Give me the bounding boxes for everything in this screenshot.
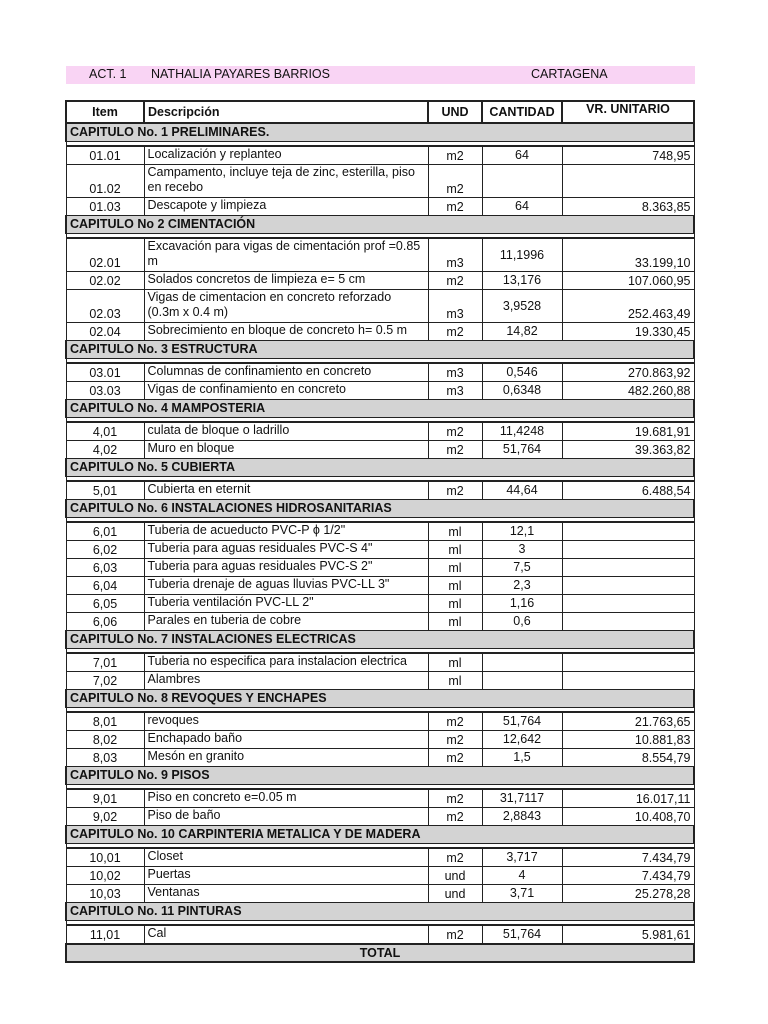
- unit-cell: ml: [428, 559, 482, 577]
- description-cell: Closet: [144, 848, 428, 867]
- description-cell: Sobrecimiento en bloque de concreto h= 0.5 m: [144, 323, 428, 341]
- unit-cell: m2: [428, 925, 482, 944]
- quantity-cell: 12,642: [482, 731, 562, 749]
- unit-price-cell: [562, 672, 694, 690]
- chapter-row: [66, 767, 694, 785]
- description-cell: Ventanas: [144, 885, 428, 903]
- description-cell: Columnas de confinamiento en concreto: [144, 363, 428, 382]
- table-row: [66, 541, 694, 559]
- description-cell: Mesón en granito: [144, 749, 428, 767]
- chapter-title: CAPITULO No 2 CIMENTACIÓN: [66, 216, 694, 234]
- table-row: [66, 441, 694, 459]
- student-name: NATHALIA PAYARES BARRIOS: [151, 67, 330, 81]
- unit-price-cell: 8.363,85: [562, 198, 694, 216]
- quantity-cell: 31,7117: [482, 789, 562, 808]
- unit-price-cell: 16.017,11: [562, 789, 694, 808]
- chapter-row: [66, 690, 694, 708]
- item-cell: 01.02: [66, 165, 144, 198]
- chapter-title: CAPITULO No. 10 CARPINTERIA METALICA Y DE MADERA: [66, 826, 694, 844]
- description-cell: Solados concretos de limpieza e= 5 cm: [144, 272, 428, 290]
- unit-cell: m3: [428, 290, 482, 323]
- unit-price-cell: 7.434,79: [562, 848, 694, 867]
- description-cell: Parales en tuberia de cobre: [144, 613, 428, 631]
- chapter-row: [66, 216, 694, 234]
- chapter-row: [66, 826, 694, 844]
- unit-price-cell: [562, 522, 694, 541]
- col-header-item: Item: [66, 101, 144, 123]
- quantity-cell: 3,71: [482, 885, 562, 903]
- item-cell: 01.01: [66, 146, 144, 165]
- chapter-title: CAPITULO No. 3 ESTRUCTURA: [66, 341, 694, 359]
- unit-price-cell: 7.434,79: [562, 867, 694, 885]
- unit-price-cell: 33.199,10: [562, 238, 694, 272]
- unit-price-cell: 19.681,91: [562, 422, 694, 441]
- unit-price-cell: 25.278,28: [562, 885, 694, 903]
- col-header-vr-unitario: VR. UNITARIO: [562, 101, 694, 123]
- item-cell: 4,01: [66, 422, 144, 441]
- chapter-title: CAPITULO No. 1 PRELIMINARES.: [66, 123, 694, 142]
- table-row: [66, 749, 694, 767]
- quantity-cell: [482, 653, 562, 672]
- table-row: [66, 789, 694, 808]
- table-row: [66, 146, 694, 165]
- table-row: [66, 238, 694, 272]
- chapter-title: CAPITULO No. 5 CUBIERTA: [66, 459, 694, 477]
- activity-label: ACT. 1: [89, 67, 127, 81]
- description-cell: Tuberia para aguas residuales PVC-S 2": [144, 559, 428, 577]
- table-row: [66, 672, 694, 690]
- description-cell: Enchapado baño: [144, 731, 428, 749]
- quantity-cell: 64: [482, 146, 562, 165]
- table-row: [66, 323, 694, 341]
- item-cell: 10,02: [66, 867, 144, 885]
- unit-cell: ml: [428, 577, 482, 595]
- unit-price-cell: 19.330,45: [562, 323, 694, 341]
- description-cell: Alambres: [144, 672, 428, 690]
- unit-price-cell: 8.554,79: [562, 749, 694, 767]
- unit-cell: m3: [428, 238, 482, 272]
- unit-cell: m2: [428, 146, 482, 165]
- table-row: [66, 272, 694, 290]
- quantity-cell: 51,764: [482, 441, 562, 459]
- table-row: [66, 198, 694, 216]
- item-cell: 6,06: [66, 613, 144, 631]
- item-cell: 01.03: [66, 198, 144, 216]
- unit-price-cell: [562, 653, 694, 672]
- unit-cell: m2: [428, 712, 482, 731]
- table-row: [66, 867, 694, 885]
- chapter-title: CAPITULO No. 11 PINTURAS: [66, 903, 694, 921]
- city-label: CARTAGENA: [531, 67, 608, 81]
- quantity-cell: 3,717: [482, 848, 562, 867]
- table-row: [66, 290, 694, 323]
- total-row: [66, 944, 694, 962]
- unit-price-cell: 39.363,82: [562, 441, 694, 459]
- chapter-title: CAPITULO No. 7 INSTALACIONES ELECTRICAS: [66, 631, 694, 649]
- item-cell: 7,02: [66, 672, 144, 690]
- description-cell: Tuberia no especifica para instalacion electrica: [144, 653, 428, 672]
- quantity-cell: 11,4248: [482, 422, 562, 441]
- quantity-cell: 0,6: [482, 613, 562, 631]
- unit-price-cell: [562, 595, 694, 613]
- quantity-cell: 13,176: [482, 272, 562, 290]
- unit-cell: und: [428, 885, 482, 903]
- chapter-row: [66, 903, 694, 921]
- unit-price-cell: 10.881,83: [562, 731, 694, 749]
- description-cell: Tuberia de acueducto PVC-P ϕ 1/2": [144, 522, 428, 541]
- table-row: [66, 577, 694, 595]
- item-cell: 7,01: [66, 653, 144, 672]
- item-cell: 6,03: [66, 559, 144, 577]
- unit-cell: m2: [428, 422, 482, 441]
- table-row: [66, 422, 694, 441]
- table-row: [66, 481, 694, 500]
- description-cell: Descapote y limpieza: [144, 198, 428, 216]
- quantity-cell: 3,9528: [482, 290, 562, 323]
- table-row: [66, 363, 694, 382]
- chapter-row: [66, 459, 694, 477]
- chapter-row: [66, 341, 694, 359]
- quantity-cell: 4: [482, 867, 562, 885]
- item-cell: 4,02: [66, 441, 144, 459]
- unit-cell: m2: [428, 749, 482, 767]
- description-cell: Piso en concreto e=0.05 m: [144, 789, 428, 808]
- unit-cell: m3: [428, 382, 482, 400]
- chapter-title: CAPITULO No. 4 MAMPOSTERIA: [66, 400, 694, 418]
- quantity-cell: 44,64: [482, 481, 562, 500]
- item-cell: 03.01: [66, 363, 144, 382]
- table-row: [66, 613, 694, 631]
- unit-price-cell: 6.488,54: [562, 481, 694, 500]
- unit-price-cell: 252.463,49: [562, 290, 694, 323]
- description-cell: Localización y replanteo: [144, 146, 428, 165]
- unit-price-cell: [562, 541, 694, 559]
- quantity-cell: 64: [482, 198, 562, 216]
- item-cell: 6,05: [66, 595, 144, 613]
- description-cell: culata de bloque o ladrillo: [144, 422, 428, 441]
- unit-price-cell: 107.060,95: [562, 272, 694, 290]
- quantity-cell: 11,1996: [482, 238, 562, 272]
- description-cell: Cubierta en eternit: [144, 481, 428, 500]
- unit-cell: m2: [428, 272, 482, 290]
- description-cell: Vigas de confinamiento en concreto: [144, 382, 428, 400]
- table-row: [66, 848, 694, 867]
- quantity-cell: 2,3: [482, 577, 562, 595]
- unit-cell: ml: [428, 541, 482, 559]
- quantity-cell: 51,764: [482, 712, 562, 731]
- unit-price-cell: [562, 559, 694, 577]
- chapter-row: [66, 631, 694, 649]
- total-label: TOTAL: [66, 944, 694, 962]
- item-cell: 11,01: [66, 925, 144, 944]
- quantity-cell: 0,6348: [482, 382, 562, 400]
- table-row: [66, 885, 694, 903]
- description-cell: Puertas: [144, 867, 428, 885]
- table-row: [66, 559, 694, 577]
- item-cell: 9,01: [66, 789, 144, 808]
- table-row: [66, 165, 694, 198]
- col-header-cantidad: CANTIDAD: [482, 101, 562, 123]
- item-cell: 10,01: [66, 848, 144, 867]
- quantity-cell: 1,5: [482, 749, 562, 767]
- description-cell: Piso de baño: [144, 808, 428, 826]
- quantity-cell: 3: [482, 541, 562, 559]
- quantity-cell: [482, 672, 562, 690]
- quantity-cell: 51,764: [482, 925, 562, 944]
- unit-cell: ml: [428, 522, 482, 541]
- item-cell: 02.03: [66, 290, 144, 323]
- item-cell: 9,02: [66, 808, 144, 826]
- unit-price-cell: [562, 613, 694, 631]
- table-row: [66, 712, 694, 731]
- item-cell: 03.03: [66, 382, 144, 400]
- unit-cell: m2: [428, 481, 482, 500]
- unit-cell: m2: [428, 441, 482, 459]
- chapter-row: [66, 400, 694, 418]
- unit-price-cell: 10.408,70: [562, 808, 694, 826]
- description-cell: Excavación para vigas de cimentación prof =0.85 m: [144, 238, 428, 272]
- quantity-cell: 1,16: [482, 595, 562, 613]
- table-row: [66, 522, 694, 541]
- quantity-cell: [482, 165, 562, 198]
- item-cell: 8,01: [66, 712, 144, 731]
- item-cell: 6,02: [66, 541, 144, 559]
- table-header-row: [66, 101, 694, 123]
- table-row: [66, 382, 694, 400]
- unit-cell: m2: [428, 848, 482, 867]
- unit-cell: m3: [428, 363, 482, 382]
- unit-price-cell: [562, 165, 694, 198]
- table-row: [66, 731, 694, 749]
- unit-price-cell: 21.763,65: [562, 712, 694, 731]
- item-cell: 02.02: [66, 272, 144, 290]
- quantity-cell: 2,8843: [482, 808, 562, 826]
- quantity-cell: 7,5: [482, 559, 562, 577]
- unit-cell: m2: [428, 789, 482, 808]
- unit-cell: m2: [428, 731, 482, 749]
- unit-cell: m2: [428, 323, 482, 341]
- unit-cell: und: [428, 867, 482, 885]
- description-cell: Vigas de cimentacion en concreto reforzado (0.3m x 0.4 m): [144, 290, 428, 323]
- unit-price-cell: 5.981,61: [562, 925, 694, 944]
- unit-cell: m2: [428, 165, 482, 198]
- unit-cell: ml: [428, 672, 482, 690]
- chapter-row: [66, 123, 694, 142]
- table-row: [66, 595, 694, 613]
- description-cell: Tuberia drenaje de aguas lluvias PVC-LL 3": [144, 577, 428, 595]
- item-cell: 6,04: [66, 577, 144, 595]
- budget-body: [66, 123, 694, 962]
- quantity-cell: 12,1: [482, 522, 562, 541]
- item-cell: 5,01: [66, 481, 144, 500]
- unit-cell: ml: [428, 613, 482, 631]
- col-header-descripcion: Descripción: [144, 101, 428, 123]
- unit-cell: m2: [428, 808, 482, 826]
- item-cell: 10,03: [66, 885, 144, 903]
- col-header-und: UND: [428, 101, 482, 123]
- item-cell: 6,01: [66, 522, 144, 541]
- table-row: [66, 808, 694, 826]
- item-cell: 8,02: [66, 731, 144, 749]
- table-row: [66, 653, 694, 672]
- description-cell: revoques: [144, 712, 428, 731]
- description-cell: Cal: [144, 925, 428, 944]
- chapter-title: CAPITULO No. 6 INSTALACIONES HIDROSANITARIAS: [66, 500, 694, 518]
- description-cell: Tuberia ventilación PVC-LL 2": [144, 595, 428, 613]
- budget-table: [65, 100, 695, 963]
- unit-price-cell: 482.260,88: [562, 382, 694, 400]
- unit-cell: m2: [428, 198, 482, 216]
- item-cell: 8,03: [66, 749, 144, 767]
- description-cell: Muro en bloque: [144, 441, 428, 459]
- table-row: [66, 925, 694, 944]
- unit-price-cell: [562, 577, 694, 595]
- unit-cell: ml: [428, 653, 482, 672]
- description-cell: Campamento, incluye teja de zinc, esterilla, piso en recebo: [144, 165, 428, 198]
- chapter-row: [66, 500, 694, 518]
- chapter-title: CAPITULO No. 8 REVOQUES Y ENCHAPES: [66, 690, 694, 708]
- quantity-cell: 0,546: [482, 363, 562, 382]
- quantity-cell: 14,82: [482, 323, 562, 341]
- unit-cell: ml: [428, 595, 482, 613]
- item-cell: 02.01: [66, 238, 144, 272]
- unit-price-cell: 270.863,92: [562, 363, 694, 382]
- chapter-title: CAPITULO No. 9 PISOS: [66, 767, 694, 785]
- description-cell: Tuberia para aguas residuales PVC-S 4": [144, 541, 428, 559]
- unit-price-cell: 748,95: [562, 146, 694, 165]
- item-cell: 02.04: [66, 323, 144, 341]
